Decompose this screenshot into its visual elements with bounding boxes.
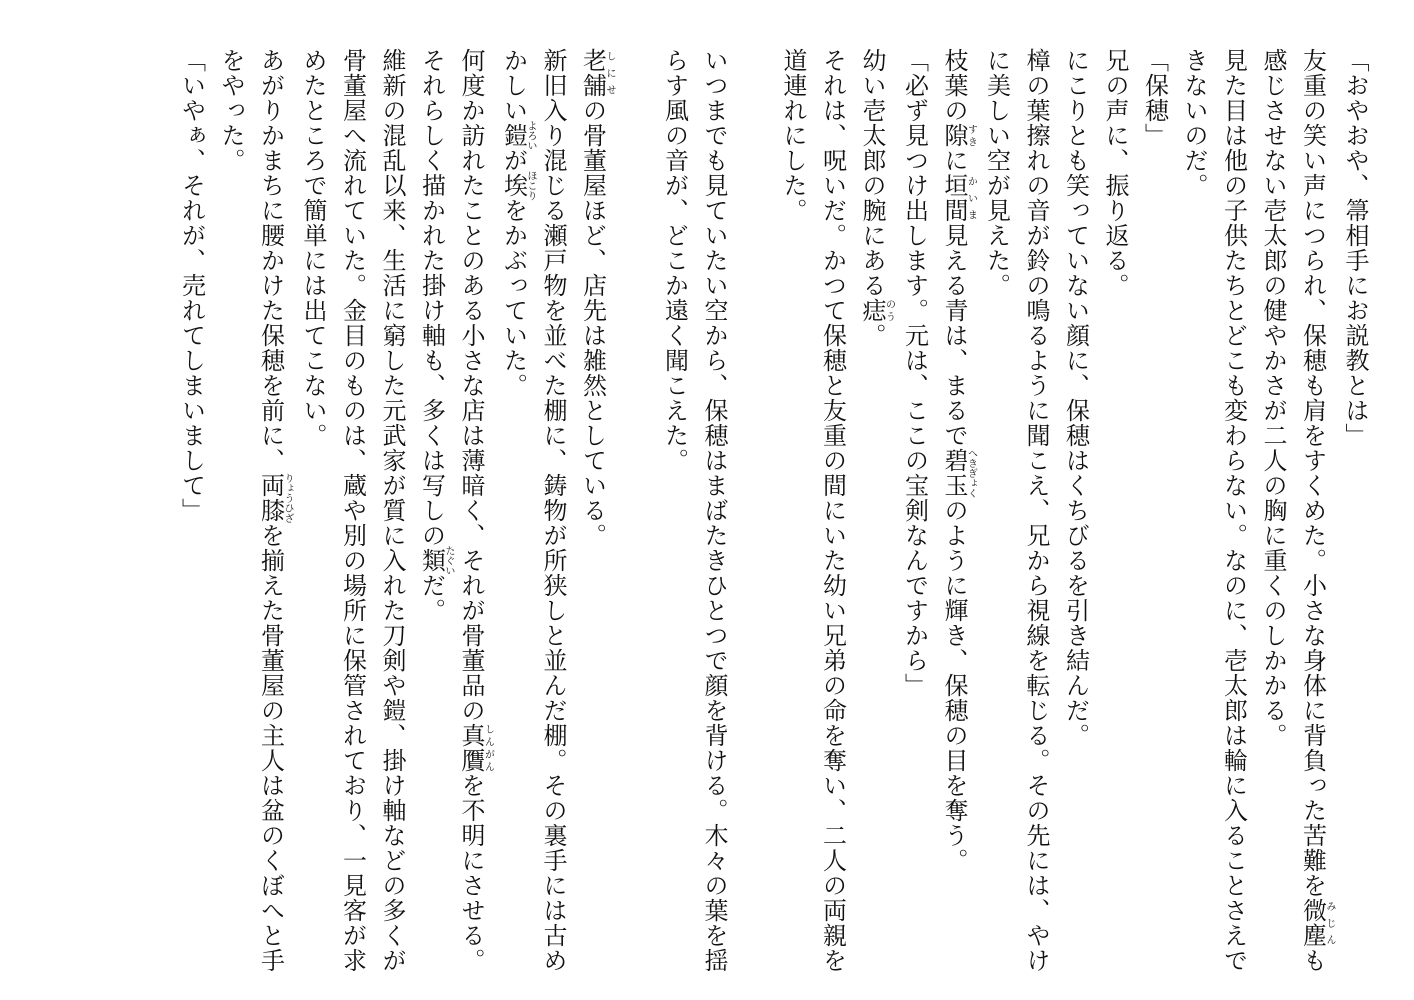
ruby-reading: すき bbox=[965, 123, 977, 148]
ruby-annotation: 碧玉へきぎょく bbox=[940, 448, 977, 498]
paragraph: いつまでも見ていたい空から、保穂はまばたきひとつで顔を背ける。木々の葉を揺らす風の音が、どこか遠く聞こえた。 bbox=[660, 48, 728, 973]
paragraph: 「保穂」 bbox=[1140, 48, 1169, 148]
paragraph: 樟の葉擦れの音が鈴の鳴るように聞こえ、兄から視線を転じる。その先には、やけに美しい空が見えた。 bbox=[982, 48, 1050, 973]
ruby-annotation: 痣のう bbox=[858, 298, 895, 323]
ruby-annotation: 隙すき bbox=[940, 123, 977, 148]
paragraph: 「いやぁ、それが、売れてしまいまして」 bbox=[177, 48, 206, 523]
section-break bbox=[733, 48, 773, 49]
paragraph: 「おやおや、箒相手にお説教とは」 bbox=[1341, 48, 1369, 448]
paragraph: 維新の混乱以来、生活に窮した元武家が質に入れた刀剣や鎧、掛け軸などの多くが骨董屋へ流れていた。金目のものは、蔵や別の場所に保管されており、一見客が求めたところで簡単には出てこない。 bbox=[299, 48, 406, 973]
ruby-annotation: 老舗しにせ bbox=[578, 48, 615, 98]
ruby-reading: ほこり bbox=[525, 170, 536, 201]
ruby-annotation: 類たぐい bbox=[417, 545, 454, 576]
paragraph: 新旧入り混じる瀬戸物を並べた棚に、鋳物が所狭しと並んだ棚。その裏手には古めかしい鎧よろいが埃ほこりをかぶっていた。 bbox=[499, 48, 567, 973]
ruby-reading: かいま bbox=[965, 173, 977, 223]
paragraph: 「必ず見つけ出します。元は、ここの宝剣なんですから」 bbox=[900, 48, 929, 698]
paragraph: 老舗しにせの骨董屋ほど、店先は雑然としている。 bbox=[578, 48, 615, 548]
ruby-annotation: 微塵みじん bbox=[1298, 898, 1335, 948]
paragraph: 友重の笑い声につられ、保穂も肩をすくめた。小さな身体に背負った苦難を微塵みじんも感じさせない壱太郎の健やかさが二人の胸に重くのしかかる。 bbox=[1259, 48, 1335, 973]
paragraph: 兄の声に、振り返る。 bbox=[1101, 48, 1129, 298]
ruby-reading: みじん bbox=[1324, 898, 1335, 948]
ruby-annotation: 鎧よろい bbox=[499, 120, 536, 151]
paragraph: それは、呪いだ。かつて保穂と友重の間にいた幼い兄弟の命を奪い、二人の両親を道連れにした。 bbox=[779, 48, 847, 973]
ruby-reading: しんがん bbox=[482, 723, 494, 773]
ruby-reading: のう bbox=[883, 298, 895, 323]
ruby-annotation: 両膝りょうひざ bbox=[256, 473, 293, 523]
ruby-reading: しにせ bbox=[604, 48, 615, 98]
vertical-text-body bbox=[34, 48, 1374, 978]
paragraph: 幼い壱太郎の腕にある痣のう。 bbox=[858, 48, 895, 348]
paragraph: にこりとも笑っていない顔に、保穂はくちびるを引き結んだ。 bbox=[1061, 48, 1090, 748]
ruby-annotation: 真贋しんがん bbox=[457, 723, 494, 773]
paragraph: 見た目は他の子供たちとどこも変わらない。なのに、壱太郎は輪に入ることさえできないのだ。 bbox=[1180, 48, 1248, 973]
ruby-reading: よろい bbox=[525, 120, 536, 151]
ruby-reading: へきぎょく bbox=[965, 448, 977, 498]
paragraph: 枝葉の隙すきに垣間かいま見える青は、まるで碧玉へきぎょくのように輝き、保穂の目を奪う。 bbox=[940, 48, 977, 873]
section-break bbox=[615, 48, 655, 49]
ruby-reading: たぐい bbox=[443, 545, 454, 576]
ruby-annotation: 埃ほこり bbox=[499, 170, 536, 201]
ruby-annotation: 垣間かいま bbox=[940, 173, 977, 223]
paragraph: 何度か訪れたことのある小さな店は薄暗く、それが骨董品の真贋しんがんを不明にさせる。それらしく描かれた掛け軸も、多くは写しの類たぐいだ。 bbox=[417, 48, 494, 973]
paragraph: あがりかまちに腰かけた保穂を前に、両膝りょうひざを揃えた骨董屋の主人は盆のくぼへと手をやった。 bbox=[217, 48, 293, 973]
ruby-reading: りょうひざ bbox=[282, 473, 293, 523]
